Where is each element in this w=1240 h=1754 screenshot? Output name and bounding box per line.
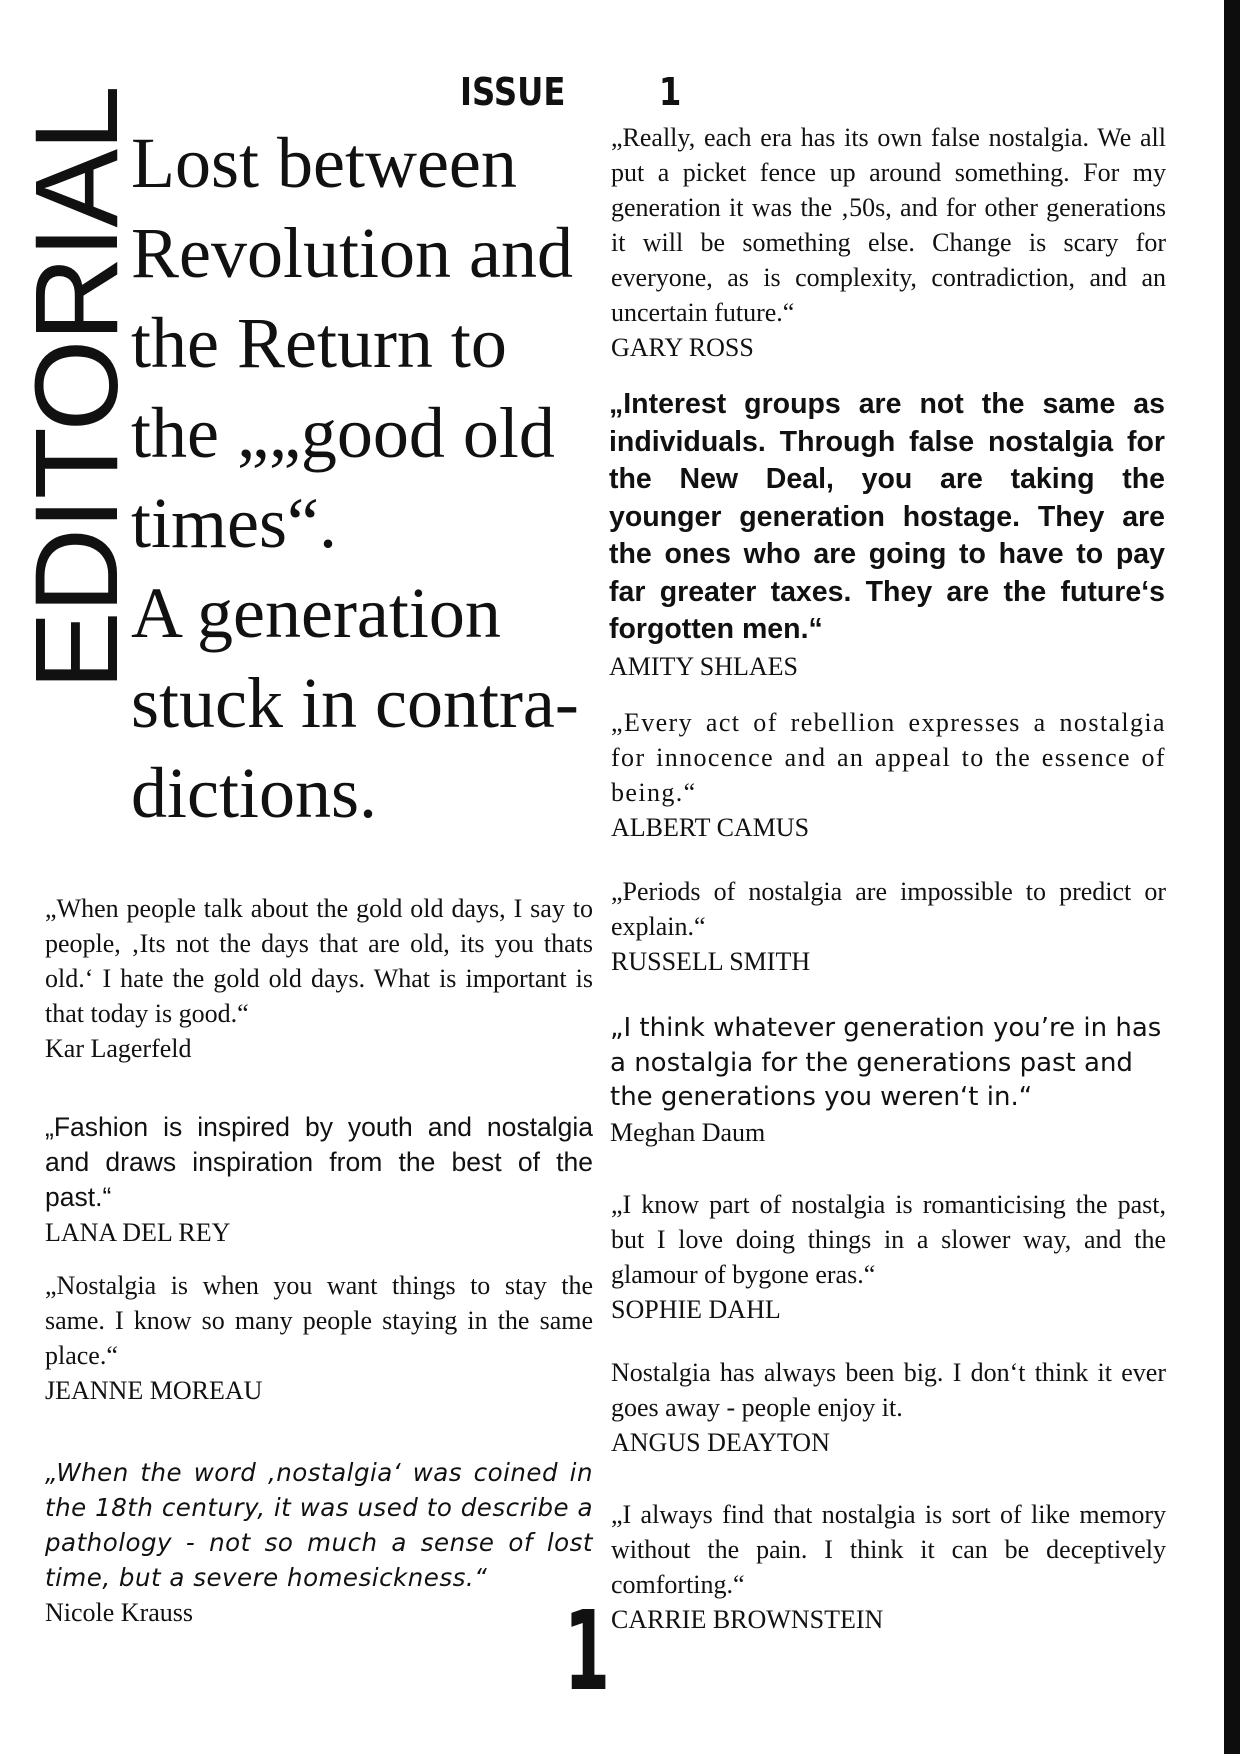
- quote-author: ANGUS DEAYTON: [611, 1428, 830, 1457]
- quote-amity-shlaes: [609, 386, 1165, 684]
- quote-author: AMITY SHLAES: [609, 651, 798, 681]
- issue-number: 1: [658, 70, 682, 114]
- quote-author: CARRIE BROWNSTEIN: [611, 1605, 884, 1634]
- headline: [131, 118, 611, 838]
- quote-albert-camus: [611, 705, 1166, 845]
- quote-nicole-krauss: [45, 1455, 593, 1630]
- quote-gary-ross: [611, 120, 1166, 365]
- quote-text: Nostalgia has always been big. I don‘t think it ever goes away - people enjoy it.: [611, 1358, 1166, 1422]
- quote-text: „I think whatever generation you’re in has a nostalgia for the generations past and the generations you weren‘t in.“: [610, 1013, 1162, 1112]
- quote-lana-del-rey: [45, 1110, 593, 1250]
- quote-text: „Nostalgia is when you want things to stay the same. I know so many people staying in the same place.“: [45, 1271, 593, 1370]
- page-number: 1: [564, 1587, 610, 1715]
- quote-text: „Periods of nostalgia are impossible to predict or explain.“: [611, 877, 1166, 941]
- headline-line: the Return to: [131, 303, 507, 383]
- quote-author: SOPHIE DAHL: [611, 1295, 781, 1324]
- quote-author: Kar Lagerfeld: [45, 1034, 192, 1063]
- headline-line: the „„good old: [131, 393, 555, 473]
- quote-sophie-dahl: [611, 1187, 1166, 1327]
- quote-carrie-brownstein: [611, 1497, 1166, 1637]
- section-title-vertical: EDITORIAL: [11, 87, 143, 690]
- headline-line: A generation: [131, 573, 501, 653]
- quote-author: ALBERT CAMUS: [611, 813, 810, 842]
- headline-line: Lost between: [131, 123, 517, 203]
- headline-line: stuck in contra-: [131, 663, 579, 743]
- quote-angus-deayton: [611, 1355, 1166, 1460]
- headline-line: times“.: [131, 483, 337, 563]
- quote-author: Nicole Krauss: [45, 1598, 194, 1627]
- quote-text: „Every act of rebellion expresses a nostalgia for innocence and an appeal to the essence of being.“: [611, 708, 1166, 807]
- quote-text: „Fashion is inspired by youth and nostalgia and draws inspiration from the best of the past.“: [45, 1112, 593, 1212]
- quote-kar-lagerfeld: [45, 891, 593, 1066]
- page-edge-bar: [1224, 0, 1240, 1754]
- quote-russell-smith: [611, 874, 1166, 979]
- issue-label: [460, 70, 681, 114]
- headline-line: dictions.: [131, 753, 377, 833]
- quote-author: JEANNE MOREAU: [45, 1376, 263, 1405]
- headline-line: Revolution and: [131, 213, 573, 293]
- quote-text: „I always find that nostalgia is sort of like memory without the pain. I think it can be deceptively comforting.“: [611, 1500, 1166, 1599]
- quote-jeanne-moreau: [45, 1268, 593, 1408]
- issue-word: ISSUE: [460, 70, 566, 114]
- quote-text: „I know part of nostalgia is romanticising the past, but I love doing things in a slower way, and the glamour of bygone eras.“: [611, 1190, 1166, 1289]
- quote-text: „Really, each era has its own false nostalgia. We all put a picket fence up around something. For my generation it was the ‚50s, and for other generations it will be something else. Change is scary for everyone, as is complexity, contradiction, and an uncertain future.“: [611, 123, 1166, 327]
- quote-author: LANA DEL REY: [45, 1218, 231, 1247]
- quote-text: „When people talk about the gold old days, I say to people, ‚Its not the days that are old, its you thats old.‘ I hate the gold old days. What is important is that today is good.“: [45, 894, 593, 1028]
- quote-text: „When the word ‚nostalgia‘ was coined in the 18th century, it was used to describe a pathology - not so much a sense of lost time, but a severe homesickness.“: [45, 1458, 593, 1592]
- quote-author: GARY ROSS: [611, 333, 754, 362]
- quote-author: RUSSELL SMITH: [611, 947, 811, 976]
- quote-meghan-daum: [610, 1011, 1170, 1150]
- quote-author: Meghan Daum: [610, 1117, 766, 1147]
- quote-text: „Interest groups are not the same as individuals. Through false nostalgia for the New Deal, you are taking the younger generation hostage. They are the ones who are going to have to pay far greater taxes. They are the future‘s forgotten men.“: [609, 388, 1165, 645]
